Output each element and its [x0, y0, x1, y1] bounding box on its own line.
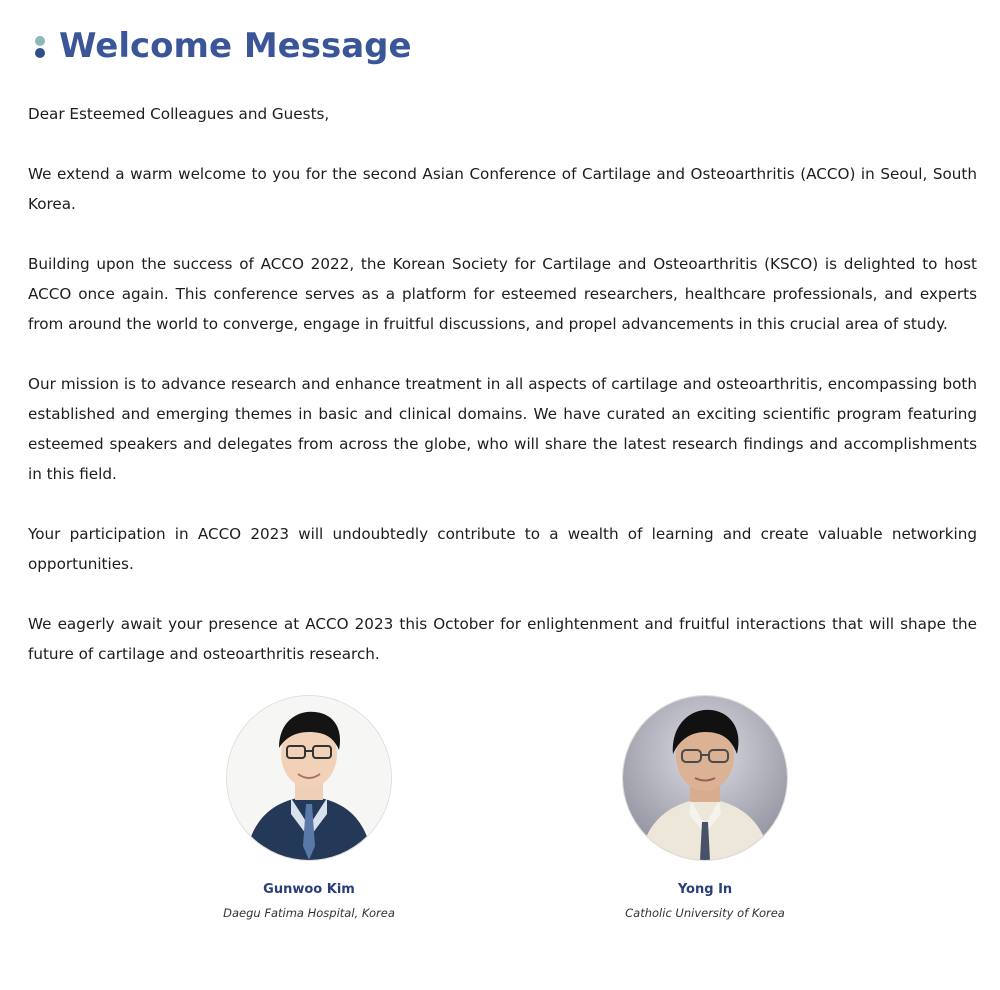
person-name: Gunwoo Kim	[263, 882, 355, 897]
participation-paragraph: Your participation in ACCO 2023 will undoubtedly contribute to a wealth of learning and create valuable networking opportunities.	[28, 525, 977, 573]
person-name: Yong In	[677, 882, 733, 897]
signature-gunwoo-kim	[159, 695, 459, 921]
title-dot-bottom	[35, 48, 45, 58]
background-paragraph: Building upon the success of ACCO 2022, the Korean Society for Cartilage and Osteoarthritis (KSCO) is delighted to host ACCO once again. This conference serves as a platform for esteemed researchers, healthcare professionals, and experts from around the world to converge, engage in fruitful discussions, and propel advancements in this crucial area of study.	[28, 255, 977, 333]
intro-paragraph: We extend a warm welcome to you for the second Asian Conference of Cartilage and Osteoarthritis (ACCO) in Seoul, South Korea.	[28, 165, 977, 213]
page-header	[35, 26, 412, 66]
signature-yong-in	[555, 695, 855, 921]
person-affiliation: Daegu Fatima Hospital, Korea	[223, 906, 395, 920]
mission-paragraph: Our mission is to advance research and enhance treatment in all aspects of cartilage and osteoarthritis, encompassing both established and emerging themes in basic and clinical domains. We have curated an exciting scientific program featuring esteemed speakers and delegates from across the globe, who will share the latest research findings and accomplishments in this field.	[28, 375, 977, 483]
welcome-message-body	[28, 99, 977, 699]
closing-paragraph: We eagerly await your presence at ACCO 2023 this October for enlightenment and fruitful interactions that will shape the future of cartilage and osteoarthritis research.	[28, 615, 977, 663]
person-portrait-icon	[623, 696, 787, 860]
person-affiliation: Catholic University of Korea	[625, 906, 785, 920]
portrait-gunwoo-kim	[226, 695, 392, 861]
signatures-section	[0, 695, 1000, 935]
title-dots-icon	[35, 32, 47, 60]
greeting-paragraph: Dear Esteemed Colleagues and Guests,	[28, 105, 330, 123]
portrait-yong-in	[622, 695, 788, 861]
title-dot-top	[35, 36, 45, 46]
page-title: Welcome Message	[59, 26, 412, 66]
person-portrait-icon	[227, 696, 391, 860]
